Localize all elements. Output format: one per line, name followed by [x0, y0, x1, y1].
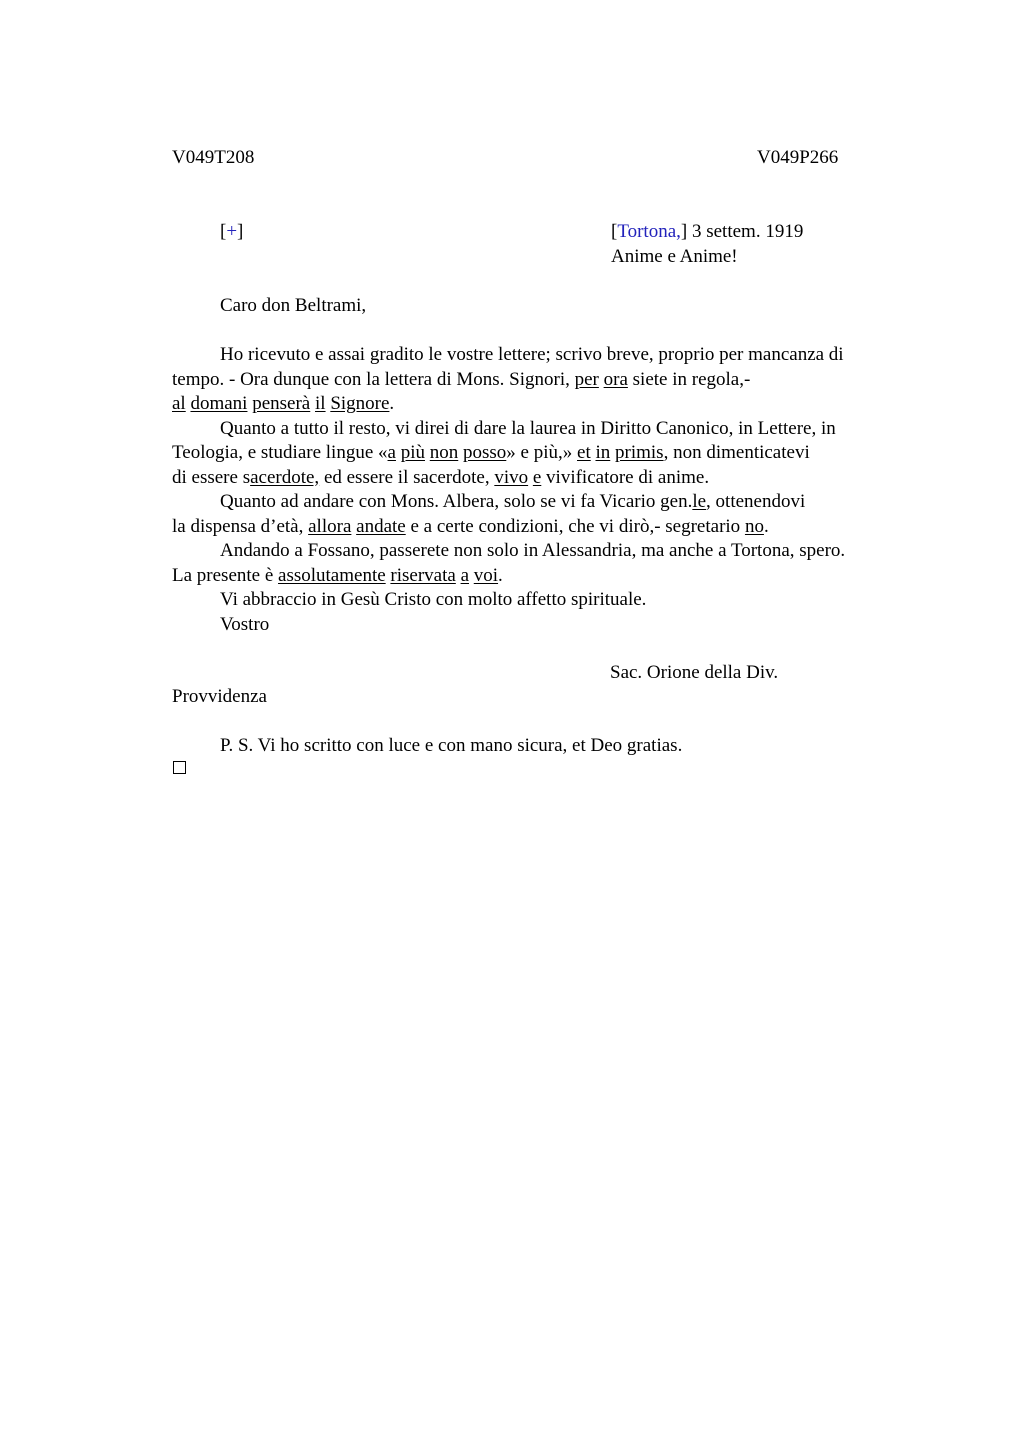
underlined-word: penserà [252, 393, 311, 414]
signature-line-2: Provvidenza [172, 686, 267, 707]
signature-line-1: Sac. Orione della Div. [610, 662, 779, 683]
cross-icon: + [226, 221, 238, 242]
cross-mark [220, 220, 243, 244]
underlined-word: Signore [330, 393, 390, 414]
underlined-word: no [744, 515, 764, 537]
letter-date: 3 settem. 1919 [687, 221, 804, 242]
text-line [172, 392, 912, 417]
underlined-word: al [172, 393, 186, 414]
underlined-word: a [387, 442, 396, 463]
underlined-word: domani [190, 393, 248, 414]
text-line: Vostro [220, 613, 270, 635]
closing [172, 613, 912, 638]
place-name: Tortona, [617, 221, 681, 242]
paragraph-3 [172, 490, 912, 539]
paragraph-4 [172, 539, 912, 588]
salutation: Caro don Beltrami, [220, 295, 367, 316]
text-line: Quanto a tutto il resto, vi direi di dare la laurea in Diritto Canonico, in Lettere, in [220, 417, 836, 439]
underlined-word: primis [615, 442, 664, 463]
underlined-word: e [532, 466, 542, 488]
text-span: , ottenendovi [706, 491, 806, 512]
underlined-word: allora [308, 515, 352, 537]
text-span: . [389, 393, 395, 414]
underlined-word: non [429, 442, 459, 463]
text-line [172, 490, 912, 515]
bracket-close: ] [237, 221, 244, 242]
text-span: siete in regola,- [627, 368, 751, 390]
underlined-word: per [574, 368, 599, 390]
underlined-word: assolutamente [278, 564, 386, 586]
underlined-word: andate [356, 515, 406, 537]
text-span: . [763, 515, 769, 537]
end-square-icon [173, 761, 186, 774]
text-span: di essere s [172, 466, 251, 488]
text-span: » e più,» [506, 442, 578, 463]
underlined-word: le [692, 491, 707, 512]
underlined-word: et [577, 442, 591, 463]
text-span: . [498, 564, 503, 586]
bracket-close: ] [680, 221, 688, 242]
text-line: Ho ricevuto e assai gradito le vostre lettere; scrivo breve, proprio per mancanza di [220, 344, 844, 365]
underlined-word: riservata [390, 564, 456, 586]
underlined-word: ora [603, 368, 628, 390]
underlined-word: voi [473, 564, 499, 586]
underlined-word: a [460, 564, 470, 586]
text-line [172, 466, 912, 491]
motto: Anime e Anime! [611, 246, 738, 267]
text-span: la dispensa d’età, [172, 515, 309, 537]
bracket-open: [ [220, 221, 227, 242]
place-date [611, 220, 803, 244]
text-span: tempo. - Ora dunque con la lettera di Mons. Signori, [172, 368, 575, 390]
text-line: Andando a Fossano, passerete non solo in Alessandria, ma anche a Tortona, spero. [220, 540, 846, 561]
document-code-right: V049P266 [757, 147, 839, 168]
underlined-word: vivo [494, 466, 529, 488]
text-span: e a certe condizioni, che vi dirò,- segretario [405, 515, 745, 537]
underlined-word: in [595, 442, 611, 463]
paragraph-2 [172, 417, 912, 491]
underlined-word: più [400, 442, 425, 463]
underlined-word: posso [463, 442, 507, 463]
text-line [172, 564, 912, 589]
underlined-word: acerdote, [250, 466, 320, 488]
paragraph-5 [172, 588, 912, 613]
text-line [172, 441, 912, 466]
text-span: , non dimenticatevi [663, 442, 810, 463]
text-span: vivificatore di anime. [541, 466, 710, 488]
text-span: Quanto ad andare con Mons. Albera, solo se vi fa Vicario gen. [220, 491, 693, 512]
postscript: P. S. Vi ho scritto con luce e con mano sicura, et Deo gratias. [220, 735, 683, 756]
underlined-word: il [315, 393, 326, 414]
paragraph-1 [172, 343, 912, 417]
text-span: Teologia, e studiare lingue « [172, 442, 388, 463]
document-code-left: V049T208 [172, 147, 255, 168]
text-line: Vi abbraccio in Gesù Cristo con molto affetto spirituale. [220, 589, 647, 610]
text-span: La presente è [172, 564, 279, 586]
text-line [172, 368, 912, 393]
letter-body [172, 343, 912, 637]
text-span: ed essere il sacerdote, [319, 466, 495, 488]
text-line [172, 515, 912, 540]
bracket-open: [ [611, 221, 618, 242]
